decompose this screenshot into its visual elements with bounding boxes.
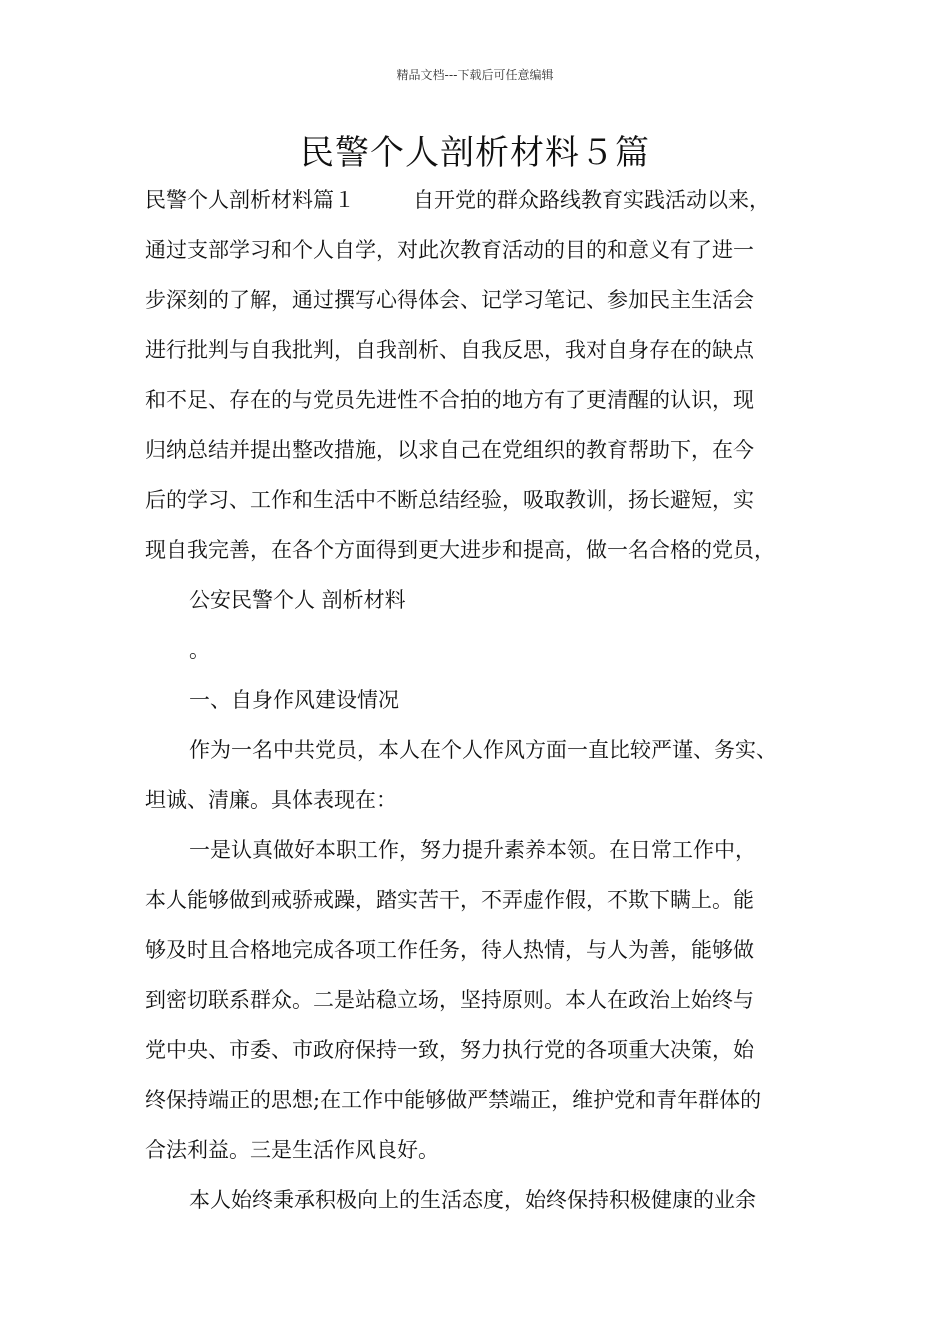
paragraph-line: 本人始终秉承积极向上的生活态度，始终保持积极健康的业余	[189, 1188, 756, 1212]
section-heading: 一、自身作风建设情况	[189, 688, 399, 712]
paragraph-line: 后的学习、工作和生活中不断总结经验，吸取教训，扬长避短，实	[145, 488, 754, 512]
paragraph-line: 进行批判与自我批判，自我剖析、自我反思，我对自身存在的缺点	[145, 338, 754, 362]
paragraph-line: 和不足、存在的与党员先进性不合拍的地方有了更清醒的认识，现	[145, 388, 754, 412]
paragraph-line: 到密切联系群众。二是站稳立场，坚持原则。本人在政治上始终与	[145, 988, 754, 1012]
paragraph-line: 。	[189, 638, 210, 662]
document-title: 民警个人剖析材料５篇	[300, 133, 650, 173]
subheading: 公安民警个人 剖析材料	[189, 588, 406, 612]
paragraph-line: 坦诚、清廉。具体表现在：	[145, 788, 397, 812]
paragraph-line: 一是认真做好本职工作，努力提升素养本领。在日常工作中，	[189, 838, 756, 862]
paragraph-line	[145, 185, 770, 215]
section-label: 民警个人剖析材料篇１	[145, 188, 355, 212]
paragraph-line: 党中央、市委、市政府保持一致，努力执行党的各项重大决策，始	[145, 1038, 754, 1062]
paragraph-line: 现自我完善，在各个方面得到更大进步和提高，做一名合格的党员，	[145, 538, 775, 562]
paragraph-line: 本人能够做到戒骄戒躁，踏实苦干，不弄虚作假，不欺下瞒上。能	[145, 888, 754, 912]
paragraph-line: 够及时且合格地完成各项工作任务，待人热情，与人为善，能够做	[145, 938, 754, 962]
paragraph-line: 通过支部学习和个人自学，对此次教育活动的目的和意义有了进一	[145, 238, 754, 262]
paragraph-text: 自开党的群众路线教育实践活动以来，	[413, 188, 770, 212]
paragraph-line: 归纳总结并提出整改措施，以求自己在党组织的教育帮助下，在今	[145, 438, 754, 462]
paragraph-line: 合法利益。三是生活作风良好。	[145, 1138, 439, 1162]
paragraph-line: 步深刻的了解，通过撰写心得体会、记学习笔记、参加民主生活会	[145, 288, 754, 312]
paragraph-line: 作为一名中共党员，本人在个人作风方面一直比较严谨、务实、	[189, 738, 777, 762]
paragraph-line: 终保持端正的思想;在工作中能够做严禁端正，维护党和青年群体的	[145, 1088, 762, 1112]
header-note: 精品文档---下载后可任意编辑	[396, 68, 554, 82]
